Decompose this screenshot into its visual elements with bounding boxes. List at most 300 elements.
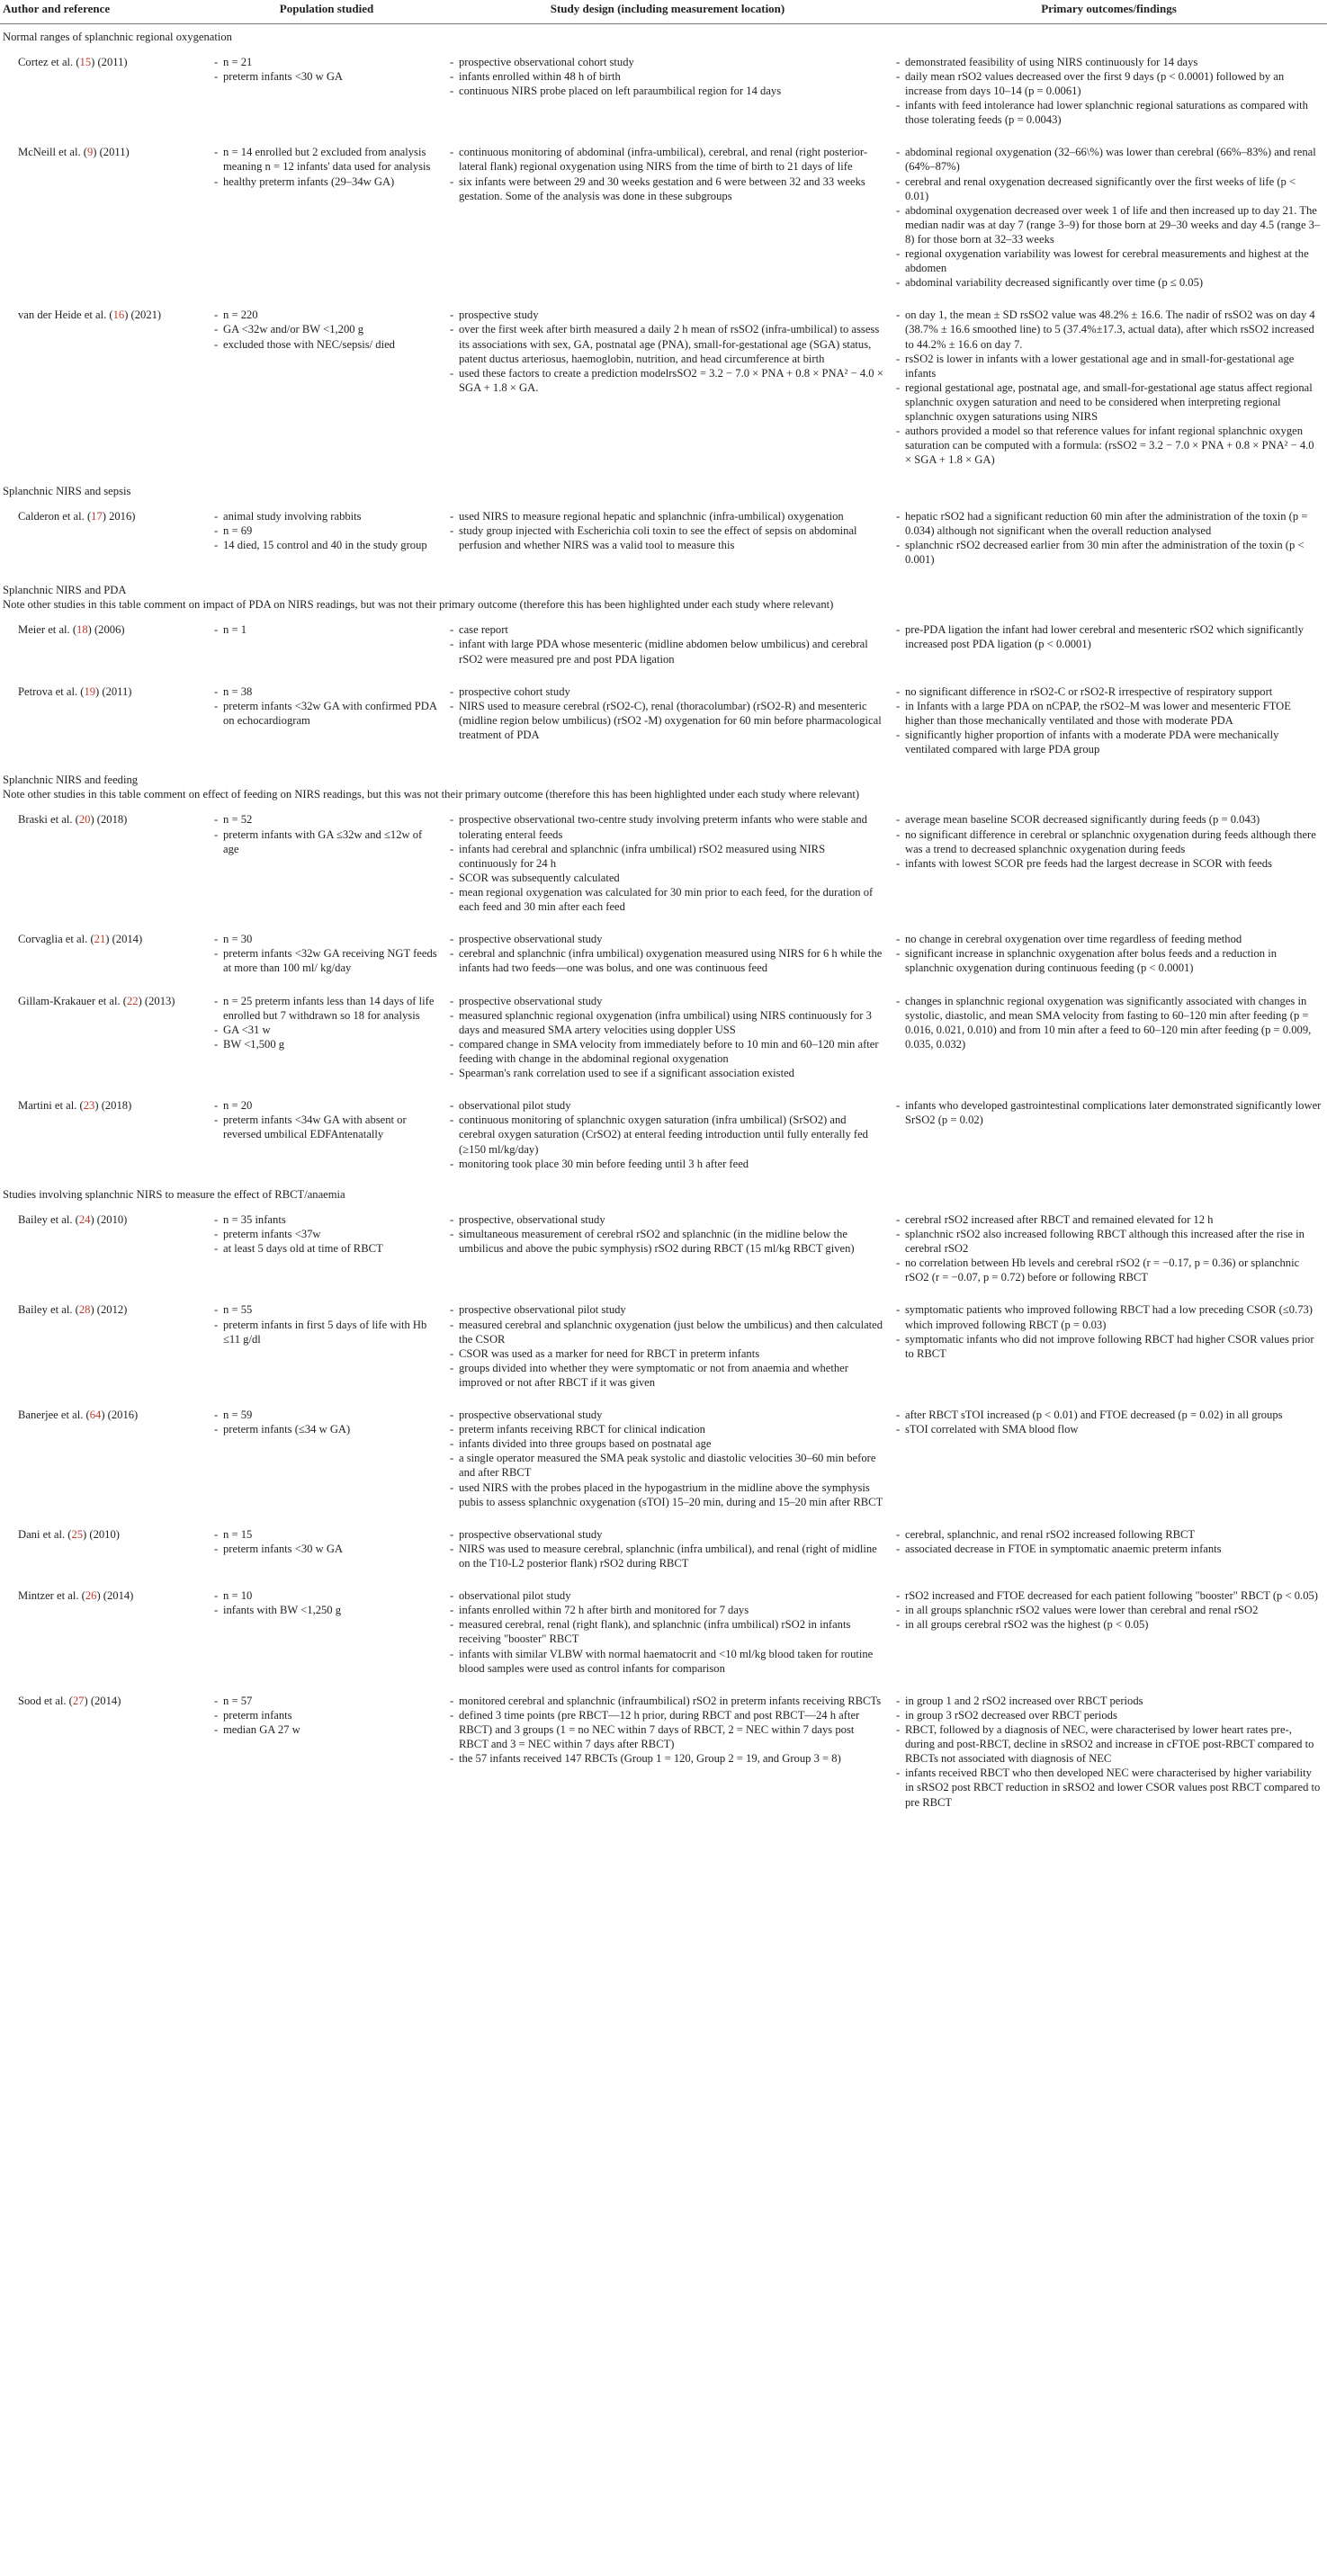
author-year: (2010)	[89, 1527, 120, 1541]
list-item: - cerebral and renal oxygenation decreased significantly over the first weeks of life (p < 0.01)	[896, 174, 1322, 203]
reference-link[interactable]: 64	[89, 1409, 102, 1422]
population-cell	[209, 1581, 444, 1686]
list-item: - defined 3 time points (pre RBCT—12 h prior, during RBCT and post RBCT—24 h after RBCT) and 3 groups (1 = no NEC within 7 days of RBCT, 2 = NEC within 7 days post RBCT and 3 = NEC within 7 days after RBCT)	[450, 1708, 885, 1751]
table-row	[0, 925, 1327, 986]
list-item: - daily mean rSO2 values decreased over the first 9 days (p < 0.0001) followed by an increase from days 10–14 (p = 0.0061)	[896, 69, 1322, 98]
list-item: - n = 69	[214, 523, 439, 538]
author-year: (2012)	[96, 1303, 128, 1317]
table-row	[0, 138, 1327, 300]
list-item: - infants with feed intolerance had lower splanchnic regional saturations as compared with those tolerating feeds (p = 0.0043)	[896, 98, 1322, 127]
population-list	[214, 55, 439, 84]
list-item: - prospective study	[450, 308, 885, 322]
list-item: - animal study involving rabbits	[214, 509, 439, 523]
population-cell	[209, 48, 444, 139]
design-list	[450, 1212, 885, 1256]
outcomes-list	[896, 622, 1322, 651]
reference-link[interactable]: 16	[112, 309, 125, 322]
list-item: - hepatic rSO2 had a significant reduction 60 min after the administration of the toxin (p = 0.034) although not significant when the overall reduction analysed	[896, 509, 1322, 538]
author-cell: McNeill et al. (9) (2011)	[18, 146, 130, 159]
author-name: Cortez et al.	[18, 55, 74, 68]
population-cell	[209, 300, 444, 478]
design-list	[450, 1527, 885, 1570]
design-cell	[444, 1520, 891, 1581]
author-year: (2014)	[103, 1589, 134, 1603]
list-item: - n = 14 enrolled but 2 excluded from analysis meaning n = 12 infants' data used for analysis	[214, 145, 439, 174]
outcomes-cell	[891, 1400, 1327, 1520]
reference-link[interactable]: 23	[83, 1099, 95, 1113]
outcomes-cell	[891, 615, 1327, 676]
list-item: - changes in splanchnic regional oxygenation was significantly associated with changes in systolic, diastolic, and mean SMA velocity from fasting to 60–120 min after feeding (p = 0.016, 0.021, 0.010) and from 10 min after a feed to 60–120 min after feeding (p = 0.009, 0.035, 0.032)	[896, 994, 1322, 1051]
list-item: - no change in cerebral oxygenation over time regardless of feeding method	[896, 932, 1322, 946]
section-title: Splanchnic NIRS and PDA	[3, 584, 127, 597]
author-year: (2010)	[96, 1212, 128, 1226]
author-cell: Gillam-Krakauer et al. (22) (2013)	[18, 994, 175, 1007]
design-cell	[444, 502, 891, 577]
outcomes-list	[896, 1694, 1322, 1810]
outcomes-list	[896, 1302, 1322, 1360]
outcomes-cell	[891, 48, 1327, 139]
list-item: - symptomatic infants who did not improve following RBCT had higher CSOR values prior to RBCT	[896, 1332, 1322, 1361]
author-year: (2016)	[107, 1409, 139, 1422]
list-item: - preterm infants <34w GA with absent or reversed umbilical EDFAntenatally	[214, 1113, 439, 1141]
population-list	[214, 812, 439, 855]
design-cell	[444, 1400, 891, 1520]
outcomes-cell	[891, 987, 1327, 1092]
table-row	[0, 1686, 1327, 1820]
table-row	[0, 1400, 1327, 1520]
author-cell: Martini et al. (23) (2018)	[18, 1099, 132, 1113]
author-name: Bailey et al.	[18, 1303, 73, 1317]
author-name: Bailey et al.	[18, 1212, 73, 1226]
author-year: (2011)	[99, 146, 130, 159]
outcomes-list	[896, 509, 1322, 567]
outcomes-list	[896, 684, 1322, 757]
design-list	[450, 812, 885, 914]
author-cell: Corvaglia et al. (21) (2014)	[18, 933, 143, 946]
section-note: Note other studies in this table comment on impact of PDA on NIRS readings, but was not their primary outcome (therefore this has been highlighted under each study where relevant)	[3, 598, 834, 612]
table-row	[0, 1520, 1327, 1581]
list-item: - sTOI correlated with SMA blood flow	[896, 1422, 1322, 1436]
list-item: - no correlation between Hb levels and cerebral rSO2 (r = −0.17, p = 0.36) or splanchnic rSO2 (r = −0.07, p = 0.72) before or following RBCT	[896, 1256, 1322, 1284]
list-item: - continuous monitoring of abdominal (infra-umbilical), cerebral, and renal (right posterior-lateral flank) regional oxygenation using NIRS from the time of birth to 21 days of life	[450, 145, 885, 174]
list-item: - preterm infants in first 5 days of life with Hb ≤11 g/dl	[214, 1318, 439, 1346]
list-item: - observational pilot study	[450, 1098, 885, 1113]
reference-link[interactable]: 26	[85, 1589, 97, 1603]
list-item: - continuous NIRS probe placed on left paraumbilical region for 14 days	[450, 84, 885, 98]
population-list	[214, 684, 439, 728]
table-row	[0, 1091, 1327, 1182]
design-list	[450, 509, 885, 552]
list-item: - n = 220	[214, 308, 439, 322]
reference-link[interactable]: 15	[79, 55, 92, 68]
list-item: - case report	[450, 622, 885, 637]
list-item: - infants with BW <1,250 g	[214, 1603, 439, 1617]
author-name: Banerjee et al.	[18, 1409, 84, 1422]
list-item: - median GA 27 w	[214, 1722, 439, 1737]
design-list	[450, 55, 885, 98]
design-cell	[444, 1581, 891, 1686]
list-item: - preterm infants receiving RBCT for clinical indication	[450, 1422, 885, 1436]
list-item: - prospective observational pilot study	[450, 1302, 885, 1317]
outcomes-cell	[891, 1205, 1327, 1296]
outcomes-list	[896, 1527, 1322, 1556]
author-cell: Bailey et al. (24) (2010)	[18, 1212, 128, 1226]
list-item: - continuous monitoring of splanchnic oxygen saturation (infra umbilical) (SrSO2) and cerebral oxygen saturation (CrSO2) at enteral feeding introduction until fully enterally fed (≥150 ml/kg/day)	[450, 1113, 885, 1156]
author-cell: Cortez et al. (15) (2011)	[18, 55, 128, 68]
list-item: - infant with large PDA whose mesenteric (midline abdomen below umbilicus) and cerebral rSO2 were measured pre and post PDA ligation	[450, 637, 885, 666]
list-item: - n = 1	[214, 622, 439, 637]
outcomes-cell	[891, 1581, 1327, 1686]
reference-link[interactable]: 24	[78, 1212, 91, 1226]
design-cell	[444, 1091, 891, 1182]
author-cell: Mintzer et al. (26) (2014)	[18, 1589, 134, 1603]
list-item: - on day 1, the mean ± SD rsSO2 value was 48.2% ± 16.6. The nadir of rsSO2 was on day 4 (38.7% ± 16.6 smoothed line) to 5 (37.4%±17.3, actual data), after which rsSO2 increased to 44.2% ± 16.6 on day 7.	[896, 308, 1322, 351]
list-item: - prospective, observational study	[450, 1212, 885, 1227]
outcomes-list	[896, 932, 1322, 975]
design-list	[450, 308, 885, 395]
list-item: - symptomatic patients who improved following RBCT had a low preceding CSOR (≤0.73) which improved following RBCT (p = 0.03)	[896, 1302, 1322, 1331]
list-item: - infants enrolled within 72 h after birth and monitored for 7 days	[450, 1603, 885, 1617]
list-item: - Spearman's rank correlation used to see if a significant association existed	[450, 1066, 885, 1080]
list-item: - six infants were between 29 and 30 weeks gestation and 6 were between 32 and 33 weeks gestation. Some of the analysis was done in these subgroups	[450, 174, 885, 203]
population-list	[214, 1408, 439, 1436]
list-item: - simultaneous measurement of cerebral rSO2 and splanchnic (in the midline below the umbilicus and above the pubic symphysis) rSO2 during RBCT (15 ml/kg RBCT given)	[450, 1227, 885, 1256]
author-cell: Petrova et al. (19) (2011)	[18, 684, 132, 698]
list-item: - rsSO2 is lower in infants with a lower gestational age and in small-for-gestational age infants	[896, 352, 1322, 380]
population-cell	[209, 615, 444, 676]
author-name: Petrova et al.	[18, 684, 78, 698]
list-item: - used NIRS with the probes placed in the hypogastrium in the midline above the symphysis pubis to assess splanchnic oxygenation (sTOI) 15–20 min, during and 15–20 min after RBCT	[450, 1480, 885, 1509]
reference-link[interactable]: 18	[76, 623, 88, 637]
population-list	[214, 1588, 439, 1617]
population-list	[214, 1694, 439, 1737]
population-cell	[209, 1520, 444, 1581]
author-name: Martini et al.	[18, 1099, 77, 1113]
list-item: - observational pilot study	[450, 1588, 885, 1603]
design-list	[450, 932, 885, 975]
list-item: - n = 30	[214, 932, 439, 946]
outcomes-cell	[891, 1091, 1327, 1182]
population-list	[214, 932, 439, 975]
reference-link[interactable]: 17	[91, 509, 103, 523]
author-year: (2021)	[130, 309, 162, 322]
table-row	[0, 805, 1327, 925]
list-item: - abdominal regional oxygenation (32–66\%) was lower than cerebral (66%–83%) and renal (64%–87%)	[896, 145, 1322, 174]
list-item: - regional gestational age, postnatal age, and small-for-gestational age status affect regional splanchnic oxygen saturation and need to be considered when interpreting regional splanchnic oxygen saturations using NIRS	[896, 380, 1322, 424]
table-row	[0, 300, 1327, 478]
list-item: - infants with similar VLBW with normal haematocrit and <10 ml/kg blood taken for routine blood samples were used as control infants for comparison	[450, 1647, 885, 1676]
list-item: - at least 5 days old at time of RBCT	[214, 1241, 439, 1256]
list-item: - preterm infants (≤34 w GA)	[214, 1422, 439, 1436]
table-row	[0, 1205, 1327, 1296]
header-outcomes: Primary outcomes/findings	[891, 0, 1327, 23]
design-cell	[444, 1686, 891, 1820]
outcomes-list	[896, 308, 1322, 467]
list-item: - used these factors to create a prediction modelrsSO2 = 3.2 − 7.0 × PNA + 0.8 × PNA² − 4.0 × SGA + 1.8 × GA.	[450, 366, 885, 395]
list-item: - measured splanchnic regional oxygenation (infra umbilical) using NIRS continuously for 3 days and measured SMA artery velocities using doppler USS	[450, 1008, 885, 1037]
outcomes-cell	[891, 1686, 1327, 1820]
author-name: Mintzer et al.	[18, 1589, 79, 1603]
list-item: - NIRS was used to measure cerebral, splanchnic (infra umbilical), and renal (right of midline on the T10-L2 posterior flank) rSO2 during RBCT	[450, 1542, 885, 1570]
list-item: - the 57 infants received 147 RBCTs (Group 1 = 120, Group 2 = 19, and Group 3 = 8)	[450, 1751, 885, 1766]
reference-link[interactable]: 22	[126, 994, 139, 1007]
author-name: Dani et al.	[18, 1527, 66, 1541]
population-cell	[209, 502, 444, 577]
list-item: - splanchnic rSO2 decreased earlier from 30 min after the administration of the toxin (p < 0.001)	[896, 538, 1322, 567]
list-item: - splanchnic rSO2 also increased following RBCT although this increased after the rise in cerebral rSO2	[896, 1227, 1322, 1256]
reference-link[interactable]: 25	[71, 1527, 84, 1541]
table-header	[0, 0, 1327, 23]
design-list	[450, 145, 885, 202]
outcomes-list	[896, 1098, 1322, 1127]
author-cell: Braski et al. (20) (2018)	[18, 813, 128, 827]
list-item: - a single operator measured the SMA peak systolic and diastolic velocities 30–60 min before and after RBCT	[450, 1451, 885, 1480]
list-item: - infants received RBCT who then developed NEC were characterised by higher variability in sRSO2 post RBCT reduction in sRSO2 and lower CSOR values post RBCT compared to pre RBCT	[896, 1766, 1322, 1809]
author-name: van der Heide et al.	[18, 309, 107, 322]
list-item: - n = 10	[214, 1588, 439, 1603]
author-cell: Bailey et al. (28) (2012)	[18, 1303, 128, 1317]
reference-link[interactable]: 27	[72, 1694, 85, 1707]
reference-link[interactable]: 9	[86, 146, 94, 159]
outcomes-cell	[891, 1295, 1327, 1400]
population-cell	[209, 805, 444, 925]
design-cell	[444, 1205, 891, 1296]
list-item: - n = 57	[214, 1694, 439, 1708]
list-item: - n = 20	[214, 1098, 439, 1113]
population-cell	[209, 925, 444, 986]
population-list	[214, 145, 439, 188]
table-row	[0, 1295, 1327, 1400]
list-item: - n = 15	[214, 1527, 439, 1542]
list-item: - mean regional oxygenation was calculated for 30 min prior to each feed, for the duration of each feed and 30 min after each feed	[450, 885, 885, 914]
outcomes-cell	[891, 1520, 1327, 1581]
population-list	[214, 1098, 439, 1141]
list-item: - prospective observational study	[450, 1408, 885, 1422]
list-item: - in all groups splanchnic rSO2 values were lower than cerebral and renal rSO2	[896, 1603, 1322, 1617]
section-row	[0, 767, 1327, 805]
list-item: - cerebral rSO2 increased after RBCT and remained elevated for 12 h	[896, 1212, 1322, 1227]
design-cell	[444, 138, 891, 300]
section-title: Studies involving splanchnic NIRS to measure the effect of RBCT/anaemia	[3, 1187, 345, 1201]
design-cell	[444, 925, 891, 986]
list-item: - infants with lowest SCOR pre feeds had the largest decrease in SCOR with feeds	[896, 856, 1322, 871]
design-list	[450, 684, 885, 742]
list-item: - abdominal variability decreased significantly over time (p ≤ 0.05)	[896, 275, 1322, 290]
list-item: - prospective observational two-centre study involving preterm infants who were stable and tolerating enteral feeds	[450, 812, 885, 841]
list-item: - infants who developed gastrointestinal complications later demonstrated significantly lower SrSO2 (p = 0.02)	[896, 1098, 1322, 1127]
population-cell	[209, 1205, 444, 1296]
population-cell	[209, 987, 444, 1092]
table-row	[0, 502, 1327, 577]
list-item: - infants had cerebral and splanchnic (infra umbilical) rSO2 measured using NIRS continuously for 24 h	[450, 842, 885, 871]
list-item: - BW <1,500 g	[214, 1037, 439, 1051]
design-cell	[444, 300, 891, 478]
list-item: - SCOR was subsequently calculated	[450, 871, 885, 885]
list-item: - groups divided into whether they were symptomatic or not from anaemia and whether improved or not after RBCT if it was given	[450, 1361, 885, 1390]
outcomes-cell	[891, 138, 1327, 300]
table-row	[0, 48, 1327, 139]
list-item: - after RBCT sTOI increased (p < 0.01) and FTOE decreased (p = 0.02) in all groups	[896, 1408, 1322, 1422]
reference-link[interactable]: 28	[78, 1303, 91, 1317]
list-item: - n = 38	[214, 684, 439, 699]
list-item: - NIRS used to measure cerebral (rSO2-C), renal (thoracolumbar) (rSO2-R) and mesenteric (midline region below umbilicus) (rSO2 -M) oxygenation for 60 min before pharmacological treatment of PDA	[450, 699, 885, 742]
list-item: - GA <32w and/or BW <1,200 g	[214, 322, 439, 336]
list-item: - pre-PDA ligation the infant had lower cerebral and mesenteric rSO2 which significantly increased post PDA ligation (p < 0.0001)	[896, 622, 1322, 651]
list-item: - infants divided into three groups based on postnatal age	[450, 1436, 885, 1451]
header-population: Population studied	[209, 0, 444, 23]
list-item: - n = 25 preterm infants less than 14 days of life enrolled but 7 withdrawn so 18 for analysis	[214, 994, 439, 1023]
outcomes-list	[896, 812, 1322, 870]
reference-link[interactable]: 21	[94, 933, 106, 946]
list-item: - rSO2 increased and FTOE decreased for each patient following "booster" RBCT (p < 0.05)	[896, 1588, 1322, 1603]
list-item: - associated decrease in FTOE in symptomatic anaemic preterm infants	[896, 1542, 1322, 1556]
list-item: - used NIRS to measure regional hepatic and splanchnic (infra-umbilical) oxygenation	[450, 509, 885, 523]
list-item: - preterm infants <30 w GA	[214, 69, 439, 84]
author-name: McNeill et al.	[18, 146, 81, 159]
author-cell: Meier et al. (18) (2006)	[18, 623, 125, 637]
list-item: - prospective observational cohort study	[450, 55, 885, 69]
section-title: Splanchnic NIRS and sepsis	[3, 484, 131, 497]
outcomes-cell	[891, 925, 1327, 986]
reference-link[interactable]: 20	[78, 813, 91, 827]
author-cell: Sood et al. (27) (2014)	[18, 1694, 121, 1707]
table-row	[0, 1581, 1327, 1686]
population-list	[214, 994, 439, 1051]
author-name: Calderon et al.	[18, 509, 85, 523]
list-item: - n = 55	[214, 1302, 439, 1317]
author-year: 2016)	[109, 509, 136, 523]
design-cell	[444, 1295, 891, 1400]
list-item: - measured cerebral, renal (right flank), and splanchnic (infra umbilical) rSO2 in infants receiving "booster" RBCT	[450, 1617, 885, 1646]
population-cell	[209, 1295, 444, 1400]
author-cell: van der Heide et al. (16) (2021)	[18, 309, 162, 322]
list-item: - cerebral, splanchnic, and renal rSO2 increased following RBCT	[896, 1527, 1322, 1542]
author-year: (2006)	[94, 623, 125, 637]
list-item: - prospective observational study	[450, 994, 885, 1008]
list-item: - over the first week after birth measured a daily 2 h mean of rsSO2 (infra-umbilical) to assess its associations with sex, GA, postnatal age (PNA), small-for-gestational age (SGA) status, patent ductus arteriosus, haemoglobin, nutrition, and head circumference at birth	[450, 322, 885, 365]
list-item: - regional oxygenation variability was lowest for cerebral measurements and highest at the abdomen	[896, 246, 1322, 275]
section-row	[0, 577, 1327, 615]
list-item: - measured cerebral and splanchnic oxygenation (just below the umbilicus) and then calculated the CSOR	[450, 1318, 885, 1346]
author-year: (2018)	[96, 813, 128, 827]
table-row	[0, 677, 1327, 768]
list-item: - in group 3 rSO2 decreased over RBCT periods	[896, 1708, 1322, 1722]
list-item: - 14 died, 15 control and 40 in the study group	[214, 538, 439, 552]
list-item: - CSOR was used as a marker for need for RBCT in preterm infants	[450, 1346, 885, 1361]
author-name: Sood et al.	[18, 1694, 67, 1707]
author-cell: Dani et al. (25) (2010)	[18, 1527, 120, 1541]
list-item: - n = 35 infants	[214, 1212, 439, 1227]
author-name: Gillam-Krakauer et al.	[18, 994, 121, 1007]
section-row	[0, 479, 1327, 502]
list-item: - authors provided a model so that reference values for infant regional splanchnic oxygen saturation can be computed with a formula: (rsSO2 = 3.2 − 7.0 × PNA + 0.8 × PNA² − 4.0 × SGA + 1.8 × GA)	[896, 424, 1322, 467]
list-item: - prospective observational study	[450, 1527, 885, 1542]
list-item: - excluded those with NEC/sepsis/ died	[214, 337, 439, 352]
population-list	[214, 1302, 439, 1346]
list-item: - prospective cohort study	[450, 684, 885, 699]
section-note: Note other studies in this table comment on effect of feeding on NIRS readings, but this was not their primary outcome (therefore this has been highlighted under each study where relevant)	[3, 788, 860, 801]
population-cell	[209, 138, 444, 300]
header-author: Author and reference	[0, 0, 209, 23]
outcomes-list	[896, 145, 1322, 290]
author-year: (2011)	[102, 684, 132, 698]
outcomes-list	[896, 55, 1322, 128]
list-item: - no significant difference in rSO2-C or rSO2-R irrespective of respiratory support	[896, 684, 1322, 699]
list-item: - GA <31 w	[214, 1023, 439, 1037]
list-item: - abdominal oxygenation decreased over week 1 of life and then increased up to day 21. The median nadir was at day 7 (range 3–9) for those born at 29–30 weeks and day 4.5 (range 3–8) for those born at 32–33 weeks	[896, 203, 1322, 246]
population-cell	[209, 677, 444, 768]
population-list	[214, 622, 439, 637]
design-cell	[444, 677, 891, 768]
author-name: Meier et al.	[18, 623, 70, 637]
design-list	[450, 1408, 885, 1509]
list-item: - study group injected with Escherichia coli toxin to see the effect of sepsis on abdominal perfusion and whether NIRS was a valid tool to measure this	[450, 523, 885, 552]
author-name: Corvaglia et al.	[18, 933, 88, 946]
list-item: - monitored cerebral and splanchnic (infraumbilical) rSO2 in preterm infants receiving RBCTs	[450, 1694, 885, 1708]
list-item: - infants enrolled within 48 h of birth	[450, 69, 885, 84]
outcomes-list	[896, 994, 1322, 1051]
author-cell: Banerjee et al. (64) (2016)	[18, 1409, 139, 1422]
population-list	[214, 1527, 439, 1556]
author-name: Braski et al.	[18, 813, 73, 827]
list-item: - in Infants with a large PDA on nCPAP, the rSO2–M was lower and mesenteric FTOE higher than those mechanically ventilated and those with moderate PDA	[896, 699, 1322, 728]
list-item: - n = 21	[214, 55, 439, 69]
list-item: - in group 1 and 2 rSO2 increased over RBCT periods	[896, 1694, 1322, 1708]
list-item: - n = 52	[214, 812, 439, 827]
header-design: Study design (including measurement location)	[444, 0, 891, 23]
outcomes-cell	[891, 677, 1327, 768]
author-year: (2011)	[97, 55, 128, 68]
population-list	[214, 1212, 439, 1256]
design-list	[450, 1098, 885, 1171]
list-item: - demonstrated feasibility of using NIRS continuously for 14 days	[896, 55, 1322, 69]
table-row	[0, 615, 1327, 676]
outcomes-list	[896, 1212, 1322, 1285]
outcomes-list	[896, 1588, 1322, 1632]
list-item: - preterm infants <32w GA with confirmed PDA on echocardiogram	[214, 699, 439, 728]
list-item: - compared change in SMA velocity from immediately before to 10 min and 60–120 min after feeding with change in the abdominal regional oxygenation	[450, 1037, 885, 1066]
list-item: - no significant difference in cerebral or splanchnic oxygenation during feeds although there was a trend to decreased splanchnic oxygenation during feeds	[896, 827, 1322, 856]
outcomes-cell	[891, 502, 1327, 577]
design-cell	[444, 48, 891, 139]
population-cell	[209, 1686, 444, 1820]
author-year: (2014)	[90, 1694, 121, 1707]
section-row	[0, 23, 1327, 48]
list-item: - prospective observational study	[450, 932, 885, 946]
list-item: - healthy preterm infants (29–34w GA)	[214, 174, 439, 189]
design-cell	[444, 615, 891, 676]
list-item: - preterm infants with GA ≤32w and ≤12w of age	[214, 827, 439, 856]
section-row	[0, 1182, 1327, 1205]
list-item: - average mean baseline SCOR decreased significantly during feeds (p = 0.043)	[896, 812, 1322, 827]
list-item: - cerebral and splanchnic (infra umbilical) oxygenation measured using NIRS for 6 h while the infants had two feeds—one was bolus, and one was continuous feed	[450, 946, 885, 975]
population-list	[214, 308, 439, 351]
list-item: - preterm infants <32w GA receiving NGT feeds at more than 100 ml/ kg/day	[214, 946, 439, 975]
design-list	[450, 1302, 885, 1390]
list-item: - significant increase in splanchnic oxygenation after bolus feeds and a reduction in splanchnic oxygenation during continuous feeding (p < 0.0001)	[896, 946, 1322, 975]
author-year: (2013)	[144, 994, 175, 1007]
list-item: - RBCT, followed by a diagnosis of NEC, were characterised by lower heart rates pre-, during and post-RBCT, decline in sRSO2 and increase in cFTOE post-RBCT compared to RBCTs not associated with diagnosis of NEC	[896, 1722, 1322, 1766]
reference-link[interactable]: 19	[84, 684, 96, 698]
outcomes-list	[896, 1408, 1322, 1436]
list-item: - preterm infants <30 w GA	[214, 1542, 439, 1556]
list-item: - preterm infants <37w	[214, 1227, 439, 1241]
design-list	[450, 622, 885, 666]
design-cell	[444, 987, 891, 1092]
population-cell	[209, 1400, 444, 1520]
table-row	[0, 987, 1327, 1092]
outcomes-cell	[891, 805, 1327, 925]
